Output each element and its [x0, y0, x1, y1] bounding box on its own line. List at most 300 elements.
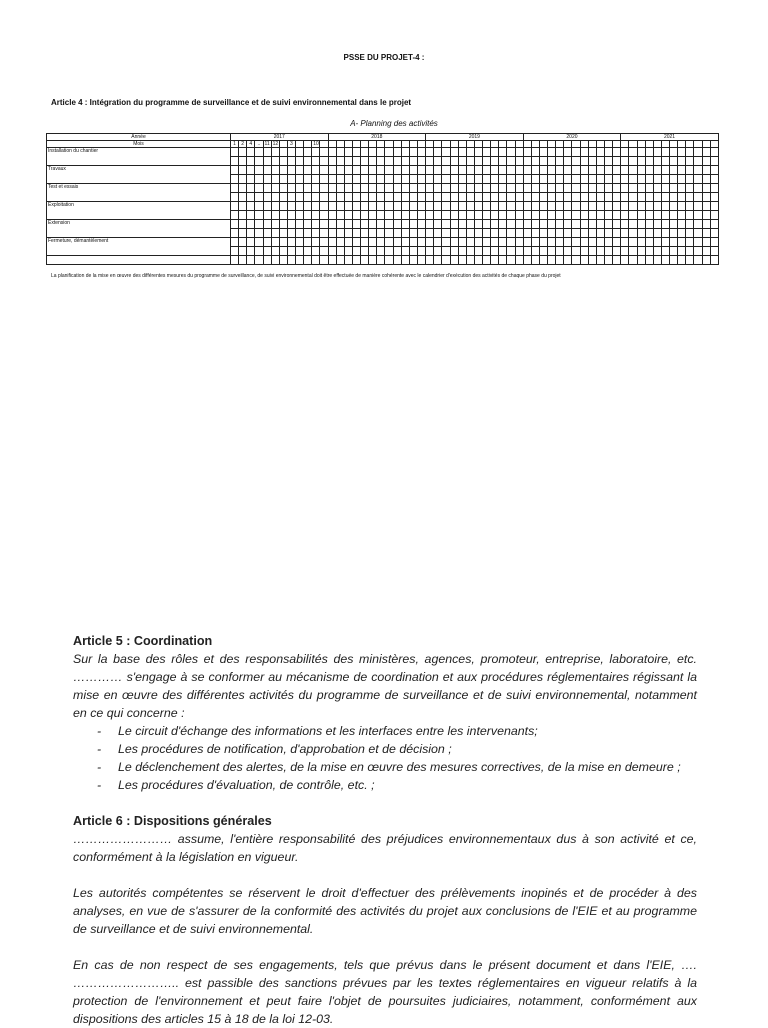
schedule-cell — [661, 247, 669, 256]
schedule-cell — [588, 157, 596, 166]
schedule-cell — [247, 229, 255, 238]
schedule-cell — [621, 175, 629, 184]
activity-label: Fermeture, démantèlement — [47, 238, 231, 256]
schedule-cell — [401, 220, 409, 229]
schedule-cell — [629, 211, 637, 220]
schedule-cell — [637, 238, 645, 247]
schedule-cell — [678, 220, 686, 229]
schedule-cell — [548, 229, 556, 238]
schedule-cell — [385, 238, 393, 247]
month-cell — [653, 141, 661, 148]
schedule-cell — [369, 238, 377, 247]
schedule-cell — [604, 175, 612, 184]
schedule-cell — [417, 229, 425, 238]
schedule-cell — [401, 148, 409, 157]
schedule-cell — [604, 238, 612, 247]
schedule-cell — [369, 220, 377, 229]
schedule-cell — [450, 193, 458, 202]
schedule-cell — [629, 238, 637, 247]
schedule-cell — [377, 166, 385, 175]
schedule-cell — [515, 247, 523, 256]
schedule-cell — [434, 220, 442, 229]
schedule-cell — [613, 166, 621, 175]
schedule-cell — [458, 220, 466, 229]
schedule-cell — [393, 184, 401, 193]
schedule-cell — [483, 148, 491, 157]
schedule-cell — [710, 157, 718, 166]
schedule-cell — [523, 211, 531, 220]
schedule-cell — [564, 184, 572, 193]
schedule-cell — [483, 157, 491, 166]
schedule-cell — [629, 166, 637, 175]
list-item — [73, 722, 697, 740]
schedule-cell — [474, 175, 482, 184]
schedule-cell — [539, 175, 547, 184]
schedule-cell — [483, 175, 491, 184]
schedule-cell — [645, 256, 653, 265]
schedule-cell — [588, 148, 596, 157]
schedule-cell — [645, 175, 653, 184]
schedule-cell — [564, 238, 572, 247]
schedule-cell — [417, 211, 425, 220]
schedule-cell — [686, 166, 694, 175]
schedule-cell — [336, 193, 344, 202]
schedule-cell — [442, 175, 450, 184]
schedule-cell — [426, 229, 434, 238]
schedule-cell — [613, 175, 621, 184]
schedule-cell — [507, 202, 515, 211]
month-cell — [556, 141, 564, 148]
schedule-cell — [442, 202, 450, 211]
schedule-cell — [613, 148, 621, 157]
schedule-cell — [320, 184, 328, 193]
schedule-cell — [531, 220, 539, 229]
activity-label: Installation du chantier — [47, 148, 231, 166]
schedule-cell — [483, 238, 491, 247]
schedule-cell — [255, 211, 263, 220]
schedule-cell — [580, 202, 588, 211]
schedule-cell — [385, 220, 393, 229]
schedule-cell — [312, 229, 320, 238]
schedule-cell — [279, 148, 287, 157]
schedule-cell — [409, 229, 417, 238]
schedule-cell — [263, 175, 271, 184]
schedule-cell — [466, 238, 474, 247]
schedule-cell — [344, 238, 352, 247]
schedule-cell — [426, 166, 434, 175]
schedule-cell — [694, 247, 702, 256]
schedule-cell — [312, 238, 320, 247]
schedule-cell — [369, 256, 377, 265]
schedule-cell — [231, 238, 239, 247]
schedule-cell — [279, 256, 287, 265]
schedule-cell — [450, 157, 458, 166]
schedule-cell — [385, 148, 393, 157]
schedule-cell — [426, 238, 434, 247]
schedule-cell — [458, 148, 466, 157]
schedule-cell — [361, 238, 369, 247]
month-cell: 12 — [272, 141, 279, 147]
schedule-cell — [352, 220, 360, 229]
schedule-cell — [231, 256, 239, 265]
schedule-cell — [507, 220, 515, 229]
month-cell — [474, 141, 482, 148]
schedule-cell — [409, 184, 417, 193]
schedule-cell — [637, 157, 645, 166]
schedule-cell — [369, 175, 377, 184]
schedule-cell — [426, 247, 434, 256]
list-item — [73, 758, 697, 776]
schedule-cell — [548, 157, 556, 166]
month-cell — [320, 141, 328, 148]
schedule-cell — [637, 166, 645, 175]
schedule-cell — [344, 157, 352, 166]
schedule-cell — [629, 202, 637, 211]
schedule-cell — [352, 193, 360, 202]
schedule-cell — [304, 256, 312, 265]
page-title: PSSE DU PROJET-4 : — [343, 53, 425, 62]
schedule-cell — [539, 229, 547, 238]
schedule-cell — [686, 157, 694, 166]
schedule-cell — [556, 184, 564, 193]
schedule-cell — [474, 166, 482, 175]
schedule-cell — [304, 157, 312, 166]
schedule-cell — [231, 175, 239, 184]
schedule-cell — [702, 256, 710, 265]
schedule-cell — [507, 211, 515, 220]
schedule-cell — [287, 247, 295, 256]
schedule-cell — [678, 157, 686, 166]
month-cell — [523, 141, 531, 148]
schedule-cell — [417, 166, 425, 175]
schedule-cell — [710, 166, 718, 175]
schedule-cell — [604, 148, 612, 157]
schedule-cell — [279, 175, 287, 184]
schedule-cell — [548, 193, 556, 202]
schedule-cell — [336, 148, 344, 157]
schedule-cell — [596, 175, 604, 184]
schedule-cell — [621, 157, 629, 166]
schedule-cell — [369, 157, 377, 166]
schedule-cell — [336, 238, 344, 247]
schedule-cell — [271, 211, 279, 220]
schedule-cell — [312, 247, 320, 256]
schedule-cell — [279, 166, 287, 175]
schedule-cell — [352, 211, 360, 220]
schedule-cell — [247, 247, 255, 256]
schedule-cell — [409, 220, 417, 229]
schedule-cell — [580, 247, 588, 256]
schedule-cell — [247, 184, 255, 193]
schedule-cell — [434, 157, 442, 166]
schedule-cell — [255, 247, 263, 256]
schedule-cell — [596, 193, 604, 202]
schedule-cell — [645, 220, 653, 229]
schedule-cell — [369, 229, 377, 238]
schedule-cell — [458, 157, 466, 166]
schedule-cell — [629, 193, 637, 202]
schedule-cell — [247, 175, 255, 184]
schedule-cell — [296, 157, 304, 166]
schedule-cell — [621, 193, 629, 202]
schedule-cell — [239, 238, 247, 247]
schedule-cell — [694, 211, 702, 220]
schedule-cell — [231, 220, 239, 229]
schedule-cell — [556, 247, 564, 256]
schedule-cell — [515, 220, 523, 229]
schedule-cell — [377, 238, 385, 247]
schedule-cell — [231, 193, 239, 202]
schedule-cell — [450, 211, 458, 220]
schedule-cell — [442, 166, 450, 175]
schedule-cell — [645, 202, 653, 211]
month-cell — [637, 141, 645, 148]
schedule-cell — [661, 220, 669, 229]
schedule-cell — [426, 202, 434, 211]
dash-bullet: - — [97, 742, 102, 756]
schedule-cell — [499, 148, 507, 157]
schedule-cell — [458, 229, 466, 238]
schedule-cell — [247, 238, 255, 247]
schedule-cell — [231, 202, 239, 211]
schedule-cell — [523, 193, 531, 202]
schedule-cell — [580, 184, 588, 193]
schedule-cell — [442, 211, 450, 220]
schedule-cell — [694, 238, 702, 247]
schedule-cell — [393, 256, 401, 265]
schedule-cell — [694, 202, 702, 211]
schedule-cell — [670, 193, 678, 202]
dash-bullet: - — [97, 724, 102, 738]
schedule-cell — [304, 148, 312, 157]
schedule-cell — [645, 184, 653, 193]
schedule-cell — [393, 175, 401, 184]
schedule-cell — [296, 193, 304, 202]
schedule-cell — [320, 247, 328, 256]
schedule-cell — [613, 220, 621, 229]
lower-text-block — [73, 632, 697, 1028]
schedule-cell — [450, 175, 458, 184]
schedule-cell — [539, 166, 547, 175]
schedule-cell — [255, 184, 263, 193]
schedule-cell — [247, 157, 255, 166]
schedule-cell — [613, 157, 621, 166]
schedule-cell — [491, 184, 499, 193]
schedule-cell — [409, 157, 417, 166]
schedule-cell — [442, 148, 450, 157]
schedule-cell — [661, 184, 669, 193]
schedule-cell — [702, 247, 710, 256]
schedule-cell — [434, 211, 442, 220]
schedule-cell — [653, 148, 661, 157]
schedule-cell — [304, 202, 312, 211]
schedule-cell — [596, 238, 604, 247]
schedule-cell — [377, 229, 385, 238]
schedule-cell — [483, 247, 491, 256]
schedule-cell — [515, 202, 523, 211]
schedule-cell — [361, 202, 369, 211]
schedule-cell — [417, 184, 425, 193]
schedule-cell — [287, 148, 295, 157]
schedule-cell — [686, 202, 694, 211]
schedule-cell — [572, 157, 580, 166]
schedule-cell — [401, 238, 409, 247]
schedule-cell — [604, 202, 612, 211]
month-cell — [548, 141, 556, 148]
schedule-cell — [466, 247, 474, 256]
month-cell — [393, 141, 401, 148]
schedule-cell — [539, 202, 547, 211]
schedule-cell — [588, 220, 596, 229]
schedule-cell — [670, 256, 678, 265]
schedule-cell — [296, 256, 304, 265]
schedule-cell — [564, 148, 572, 157]
schedule-cell — [271, 184, 279, 193]
month-cell: 1 — [231, 141, 239, 148]
schedule-cell — [604, 193, 612, 202]
schedule-cell — [629, 184, 637, 193]
schedule-cell — [377, 175, 385, 184]
schedule-cell — [710, 247, 718, 256]
schedule-cell — [588, 193, 596, 202]
schedule-cell — [361, 220, 369, 229]
schedule-cell — [377, 157, 385, 166]
schedule-cell — [344, 229, 352, 238]
schedule-cell — [263, 166, 271, 175]
month-cell — [434, 141, 442, 148]
schedule-cell — [564, 247, 572, 256]
schedule-cell — [670, 184, 678, 193]
schedule-cell — [637, 175, 645, 184]
schedule-cell — [539, 148, 547, 157]
schedule-cell — [483, 256, 491, 265]
schedule-cell — [637, 229, 645, 238]
schedule-cell — [296, 211, 304, 220]
schedule-cell — [491, 166, 499, 175]
schedule-cell — [385, 175, 393, 184]
schedule-cell — [304, 238, 312, 247]
schedule-cell — [604, 229, 612, 238]
activity-row — [47, 202, 719, 211]
schedule-cell — [523, 220, 531, 229]
schedule-cell — [426, 211, 434, 220]
schedule-cell — [287, 211, 295, 220]
schedule-cell — [523, 184, 531, 193]
schedule-cell — [409, 238, 417, 247]
schedule-cell — [304, 166, 312, 175]
schedule-cell — [231, 247, 239, 256]
schedule-cell — [426, 256, 434, 265]
schedule-cell — [458, 184, 466, 193]
schedule-cell — [670, 148, 678, 157]
schedule-cell — [320, 220, 328, 229]
month-cell — [621, 141, 629, 148]
schedule-cell — [474, 211, 482, 220]
schedule-cell — [361, 184, 369, 193]
schedule-cell — [637, 256, 645, 265]
schedule-cell — [474, 220, 482, 229]
schedule-cell — [369, 193, 377, 202]
schedule-cell — [369, 166, 377, 175]
schedule-cell — [523, 238, 531, 247]
schedule-cell — [417, 175, 425, 184]
schedule-cell — [296, 184, 304, 193]
article-4-title: Article 4 : Intégration du programme de surveillance et de suivi environnemental dans le projet — [51, 98, 412, 107]
schedule-cell — [263, 238, 271, 247]
schedule-cell — [361, 256, 369, 265]
schedule-cell — [401, 202, 409, 211]
schedule-cell — [491, 148, 499, 157]
schedule-cell — [572, 256, 580, 265]
article-6-paragraph-3: En cas de non respect de ses engagements, tels que prévus dans le présent document et dans l'EIE, …. …………………….. est passible des sanctions prévues par les textes réglementaires en vigueur relatifs à la protection de l'environnement et peut faire l'objet de poursuites judiciaires, notamment, conformément aux dispositions des articles 15 à 18 de la loi 12-03. — [73, 958, 697, 1026]
schedule-cell — [556, 256, 564, 265]
schedule-cell — [596, 256, 604, 265]
schedule-cell — [279, 247, 287, 256]
schedule-cell — [515, 256, 523, 265]
schedule-cell — [393, 229, 401, 238]
schedule-cell — [385, 211, 393, 220]
schedule-cell — [466, 193, 474, 202]
activity-row — [47, 148, 719, 157]
schedule-cell — [263, 202, 271, 211]
schedule-cell — [564, 175, 572, 184]
schedule-cell — [255, 202, 263, 211]
schedule-cell — [328, 202, 336, 211]
schedule-cell — [328, 148, 336, 157]
schedule-cell — [239, 247, 247, 256]
schedule-cell — [686, 229, 694, 238]
schedule-cell — [255, 175, 263, 184]
schedule-cell — [678, 175, 686, 184]
month-cell — [596, 141, 604, 148]
schedule-cell — [637, 247, 645, 256]
schedule-cell — [613, 247, 621, 256]
month-cell — [702, 141, 710, 148]
schedule-cell — [328, 229, 336, 238]
schedule-cell — [694, 157, 702, 166]
schedule-cell — [678, 211, 686, 220]
schedule-cell — [336, 166, 344, 175]
schedule-cell — [239, 184, 247, 193]
schedule-cell — [320, 175, 328, 184]
schedule-cell — [239, 193, 247, 202]
month-cell — [670, 141, 678, 148]
schedule-cell — [239, 229, 247, 238]
schedule-cell — [596, 166, 604, 175]
schedule-cell — [450, 148, 458, 157]
schedule-cell — [596, 229, 604, 238]
schedule-cell — [296, 247, 304, 256]
schedule-cell — [539, 256, 547, 265]
schedule-cell — [548, 247, 556, 256]
schedule-cell — [401, 184, 409, 193]
schedule-cell — [694, 229, 702, 238]
schedule-cell — [328, 157, 336, 166]
schedule-cell — [320, 157, 328, 166]
schedule-cell — [344, 148, 352, 157]
schedule-cell — [523, 148, 531, 157]
schedule-cell — [231, 229, 239, 238]
schedule-cell — [393, 166, 401, 175]
planning-table — [46, 133, 719, 265]
schedule-cell — [499, 220, 507, 229]
schedule-cell — [239, 211, 247, 220]
list-item — [73, 776, 697, 794]
schedule-cell — [613, 238, 621, 247]
schedule-cell — [702, 166, 710, 175]
schedule-cell — [417, 220, 425, 229]
schedule-cell — [588, 256, 596, 265]
